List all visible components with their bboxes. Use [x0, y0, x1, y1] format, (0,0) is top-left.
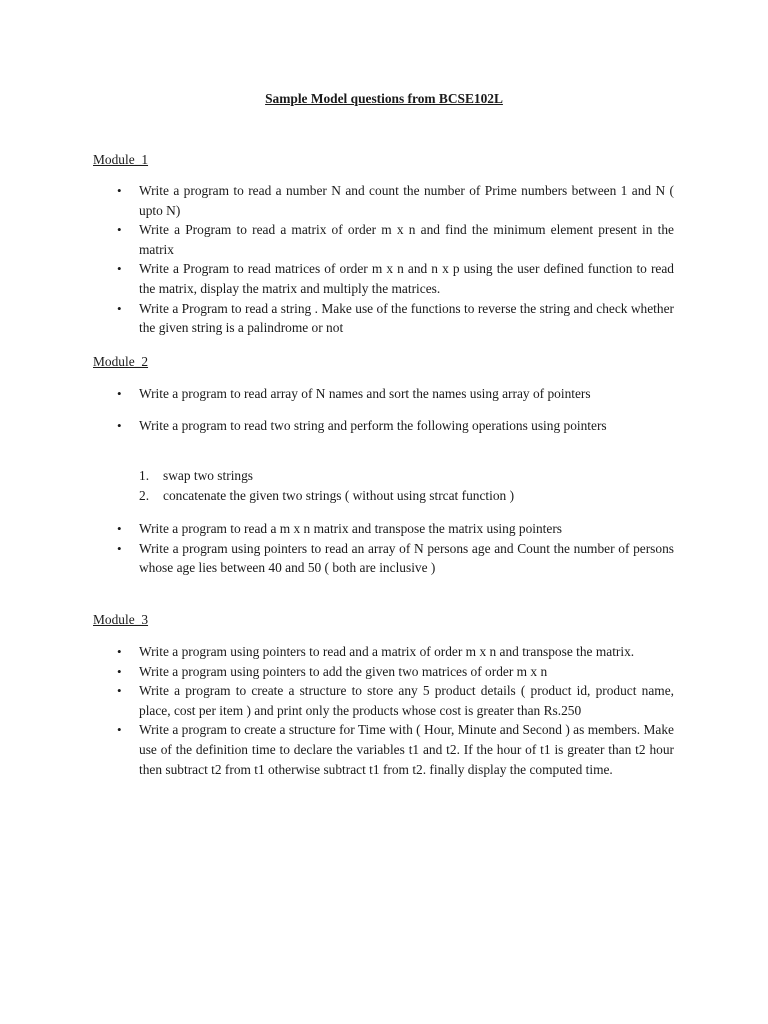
question-item: • Write a program using pointers to read and a matrix of order m x n and transpose the matrix. [139, 642, 674, 662]
sub-operation-number: 1. [139, 468, 150, 483]
question-item: • Write a program to read a number N and count the number of Prime numbers between 1 and N ( upto N) [139, 181, 674, 220]
sub-operation-item [139, 486, 674, 506]
question-item: • Write a Program to read a matrix of order m x n and find the minimum element present in the matrix [139, 220, 674, 259]
question-item: • Write a program to create a structure to store any 5 product details ( product id, product name, place, cost per item ) and print only the products whose cost is greater than Rs.250 [139, 681, 674, 720]
question-item: • Write a program to read two string and perform the following operations using pointers [139, 416, 674, 436]
module-2-questions-b [139, 416, 674, 436]
question-item: • Write a program to read array of N names and sort the names using array of pointers [139, 384, 674, 404]
module-2-heading: Module_2 [93, 354, 149, 369]
module-2-questions-a [139, 384, 674, 404]
question-item: • Write a program to read a m x n matrix and transpose the matrix using pointers [139, 519, 674, 539]
module-1-heading: Module_1 [93, 152, 149, 167]
module-2-questions-c [139, 519, 674, 578]
sub-operation-item [139, 466, 674, 486]
question-item: • Write a program using pointers to add the given two matrices of order m x n [139, 662, 674, 682]
sub-operation-text: concatenate the given two strings ( without using strcat function ) [163, 487, 515, 503]
module-3-questions [139, 642, 674, 779]
sub-operation-text: swap two strings [163, 468, 254, 483]
sub-operation-number: 2. [139, 487, 150, 503]
question-item: • Write a program to create a structure for Time with ( Hour, Minute and Second ) as members. Make use of the definition time to declare the variables t1 and t2. If the hour of t1 is greater than t2 hour then subtract t2 from t1 otherwise subtract t1 from t2. finally display the computed time. [139, 720, 674, 779]
question-item: • Write a program using pointers to read an array of N persons age and Count the number of persons whose age lies between 40 and 50 ( both are inclusive ) [139, 539, 674, 578]
module-2-sub-operations [139, 466, 674, 505]
module-1-questions [139, 181, 674, 338]
question-item: • Write a Program to read a string . Make use of the functions to reverse the string and check whether the given string is a palindrome or not [139, 299, 674, 338]
module-3-heading: Module_3 [93, 612, 149, 627]
question-item: • Write a Program to read matrices of order m x n and n x p using the user defined function to read the matrix, display the matrix and multiply the matrices. [139, 259, 674, 298]
document-title: Sample Model questions from BCSE102L [265, 91, 503, 106]
